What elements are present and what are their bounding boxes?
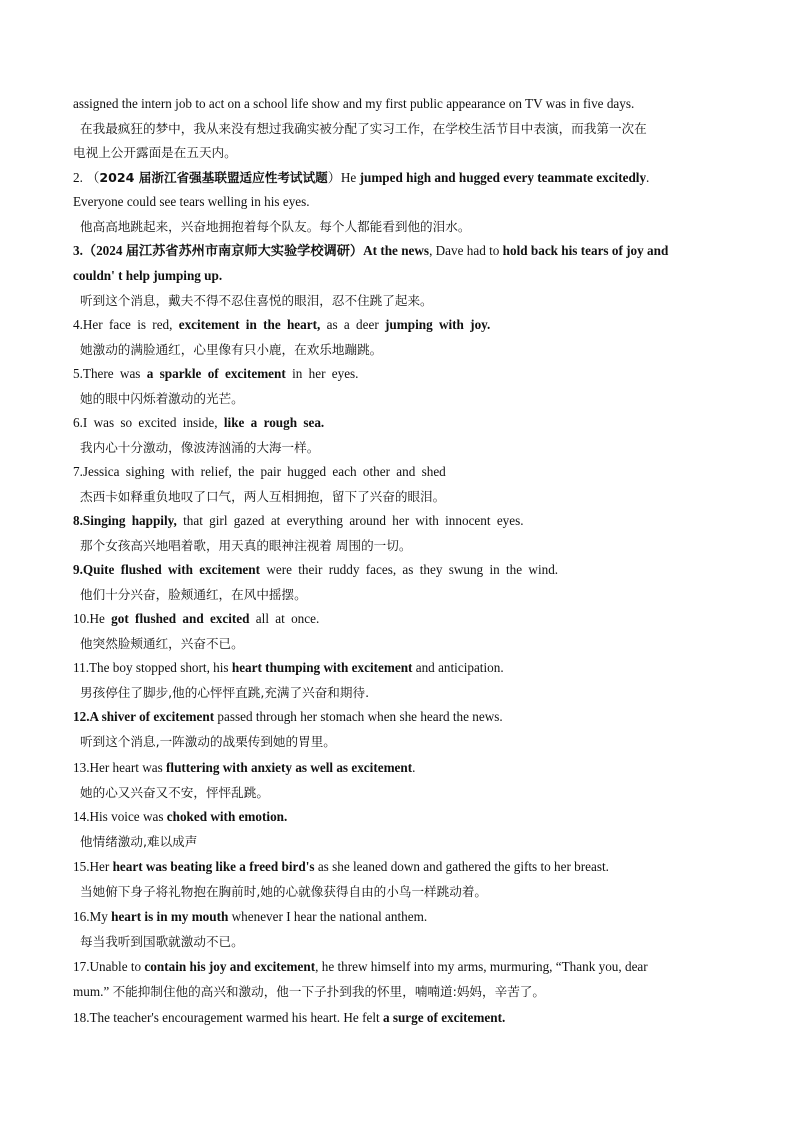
source-label: 2024 届浙江省强基联盟适应性考试试题 xyxy=(99,170,328,185)
english-text: 4.Her face is red, xyxy=(73,317,179,332)
example-9 xyxy=(73,561,730,579)
english-text: 16.My xyxy=(73,909,112,924)
example-17 xyxy=(73,958,730,976)
highlight-phrase: got flushed and excited xyxy=(111,611,250,626)
item-number: 2. （ xyxy=(73,170,100,185)
english-text: and anticipation. xyxy=(412,660,504,675)
english-text: as she leaned down and gathered the gifts to her breast. xyxy=(314,859,609,874)
highlight-phrase: heart was beating like a freed bird's xyxy=(112,859,315,874)
english-text: 15.Her xyxy=(73,859,113,874)
highlight-phrase: heart is in my mouth xyxy=(111,909,229,924)
chinese-text: 男孩停住了脚步,他的心怦怦直跳,充满了兴奋和期待. xyxy=(80,685,370,700)
english-text: whenever I hear the national anthem. xyxy=(228,909,428,924)
chinese-text: 听到这个消息,一阵激动的战栗传到她的胃里。 xyxy=(80,734,336,749)
highlight-phrase: like a rough sea. xyxy=(223,415,325,430)
highlight-phrase: jumping with joy. xyxy=(385,317,491,332)
chinese-text: 每当我听到国歌就激动不已。 xyxy=(80,934,244,949)
chinese-text: 在我最疯狂的梦中，我从来没有想过我确实被分配了实习工作，在学校生活节目中表演，而我第一次在 xyxy=(80,121,647,136)
english-text: 5.There was xyxy=(73,366,147,381)
english-text: 17.Unable to xyxy=(73,959,145,974)
chinese-text: 那个女孩高兴地唱着歌，用天真的眼神注视着 周围的一切。 xyxy=(80,538,412,553)
highlight-phrase: fluttering with anxiety as well as excitement xyxy=(166,760,413,775)
english-text: assigned the intern job to act on a school life show and my first public appearance on TV was in five days. xyxy=(73,96,635,111)
english-text: 13.Her heart was xyxy=(73,760,167,775)
english-text: 18.The teacher's encouragement warmed his heart. He felt xyxy=(73,1010,383,1025)
english-text: in her eyes. xyxy=(285,366,359,381)
highlight-phrase: 9.Quite flushed with excitement xyxy=(73,562,261,577)
example-10 xyxy=(73,610,730,628)
example-2 xyxy=(73,169,730,187)
highlight-phrase: jumped high and hugged every teammate excitedly xyxy=(359,170,647,185)
highlight-phrase: heart thumping with excitement xyxy=(231,660,413,675)
english-text: passed through her stomach when she heard the news. xyxy=(214,709,503,724)
chinese-text: 她的心又兴奋又不安，怦怦乱跳。 xyxy=(80,785,269,800)
highlight-phrase: contain his joy and excitement xyxy=(144,959,316,974)
english-text: , Dave had to xyxy=(429,243,503,258)
english-text: mum.” xyxy=(73,984,113,999)
chinese-text: 杰西卡如释重负地叹了口气，两人互相拥抱，留下了兴奋的眼泪。 xyxy=(80,489,446,504)
english-text: were their ruddy faces, as they swung in the wind. xyxy=(260,562,559,577)
chinese-text: 他们十分兴奋，脸颊通红，在风中摇摆。 xyxy=(80,587,307,602)
english-text: as a deer xyxy=(320,317,386,332)
highlight-phrase: choked with emotion. xyxy=(166,809,288,824)
example-17-cont xyxy=(73,983,730,1001)
highlight-phrase: 12.A shiver of excitement xyxy=(73,709,215,724)
example-5 xyxy=(73,365,730,383)
highlight-phrase: couldn' t help jumping up. xyxy=(73,268,223,283)
english-text: 11.The boy stopped short, his xyxy=(73,660,232,675)
english-text: ）He xyxy=(327,170,360,185)
chinese-text: 他突然脸颊通红，兴奋不已。 xyxy=(80,636,244,651)
example-14 xyxy=(73,808,730,826)
highlight-phrase: 8.Singing happily, xyxy=(73,513,177,528)
chinese-text: 他情绪激动,难以成声 xyxy=(80,834,198,849)
punctuation: . xyxy=(646,170,650,185)
chinese-text: 她激动的满脸通红，心里像有只小鹿，在欢乐地蹦跳。 xyxy=(80,342,383,357)
chinese-text: 他高高地跳起来，兴奋地拥抱着每个队友。每个人都能看到他的泪水。 xyxy=(80,219,471,234)
highlight-phrase: hold back his tears of joy and xyxy=(502,243,669,258)
chinese-text: 电视上公开露面是在五天内。 xyxy=(73,145,237,160)
example-11 xyxy=(73,659,730,677)
chinese-text: 不能抑制住他的高兴和激动，他一下子扑到我的怀里，喃喃道:妈妈，辛苦了。 xyxy=(112,984,545,999)
example-3-cont xyxy=(73,267,730,285)
english-text: 10.He xyxy=(73,611,112,626)
highlight-phrase: excitement in the heart, xyxy=(178,317,321,332)
english-text: , he threw himself into my arms, murmuring, “Thank you, dear xyxy=(315,959,648,974)
english-text: 14.His voice was xyxy=(73,809,167,824)
example-3 xyxy=(73,242,730,260)
chinese-text: 当她俯下身子将礼物抱在胸前时,她的心就像获得自由的小鸟一样跳动着。 xyxy=(80,884,488,899)
example-4 xyxy=(73,316,730,334)
example-18 xyxy=(73,1009,730,1027)
example-12 xyxy=(73,708,730,726)
chinese-text: 我内心十分激动，像波涛汹涌的大海一样。 xyxy=(80,440,320,455)
punctuation: . xyxy=(412,760,416,775)
highlight-phrase: a sparkle of excitement xyxy=(146,366,286,381)
example-6 xyxy=(73,414,730,432)
chinese-text: 她的眼中闪烁着激动的光芒。 xyxy=(80,391,244,406)
english-text: 7.Jessica sighing with relief, the pair hugged each other and shed xyxy=(73,464,446,479)
text-line xyxy=(73,95,730,113)
english-text: Everyone could see tears welling in his eyes. xyxy=(73,194,310,209)
chinese-text: 听到这个消息，戴夫不得不忍住喜悦的眼泪，忍不住跳了起来。 xyxy=(80,293,433,308)
example-15 xyxy=(73,858,730,876)
english-text: that girl gazed at everything around her with innocent eyes. xyxy=(176,513,524,528)
example-13 xyxy=(73,759,730,777)
example-8 xyxy=(73,512,730,530)
highlight-phrase: a surge of excitement. xyxy=(382,1010,506,1025)
source-label: 3.（2024 届江苏省苏州市南京师大实验学校调研）At the news xyxy=(73,243,430,258)
example-16 xyxy=(73,908,730,926)
english-text: 6.I was so excited inside, xyxy=(73,415,224,430)
english-text: all at once. xyxy=(249,611,320,626)
